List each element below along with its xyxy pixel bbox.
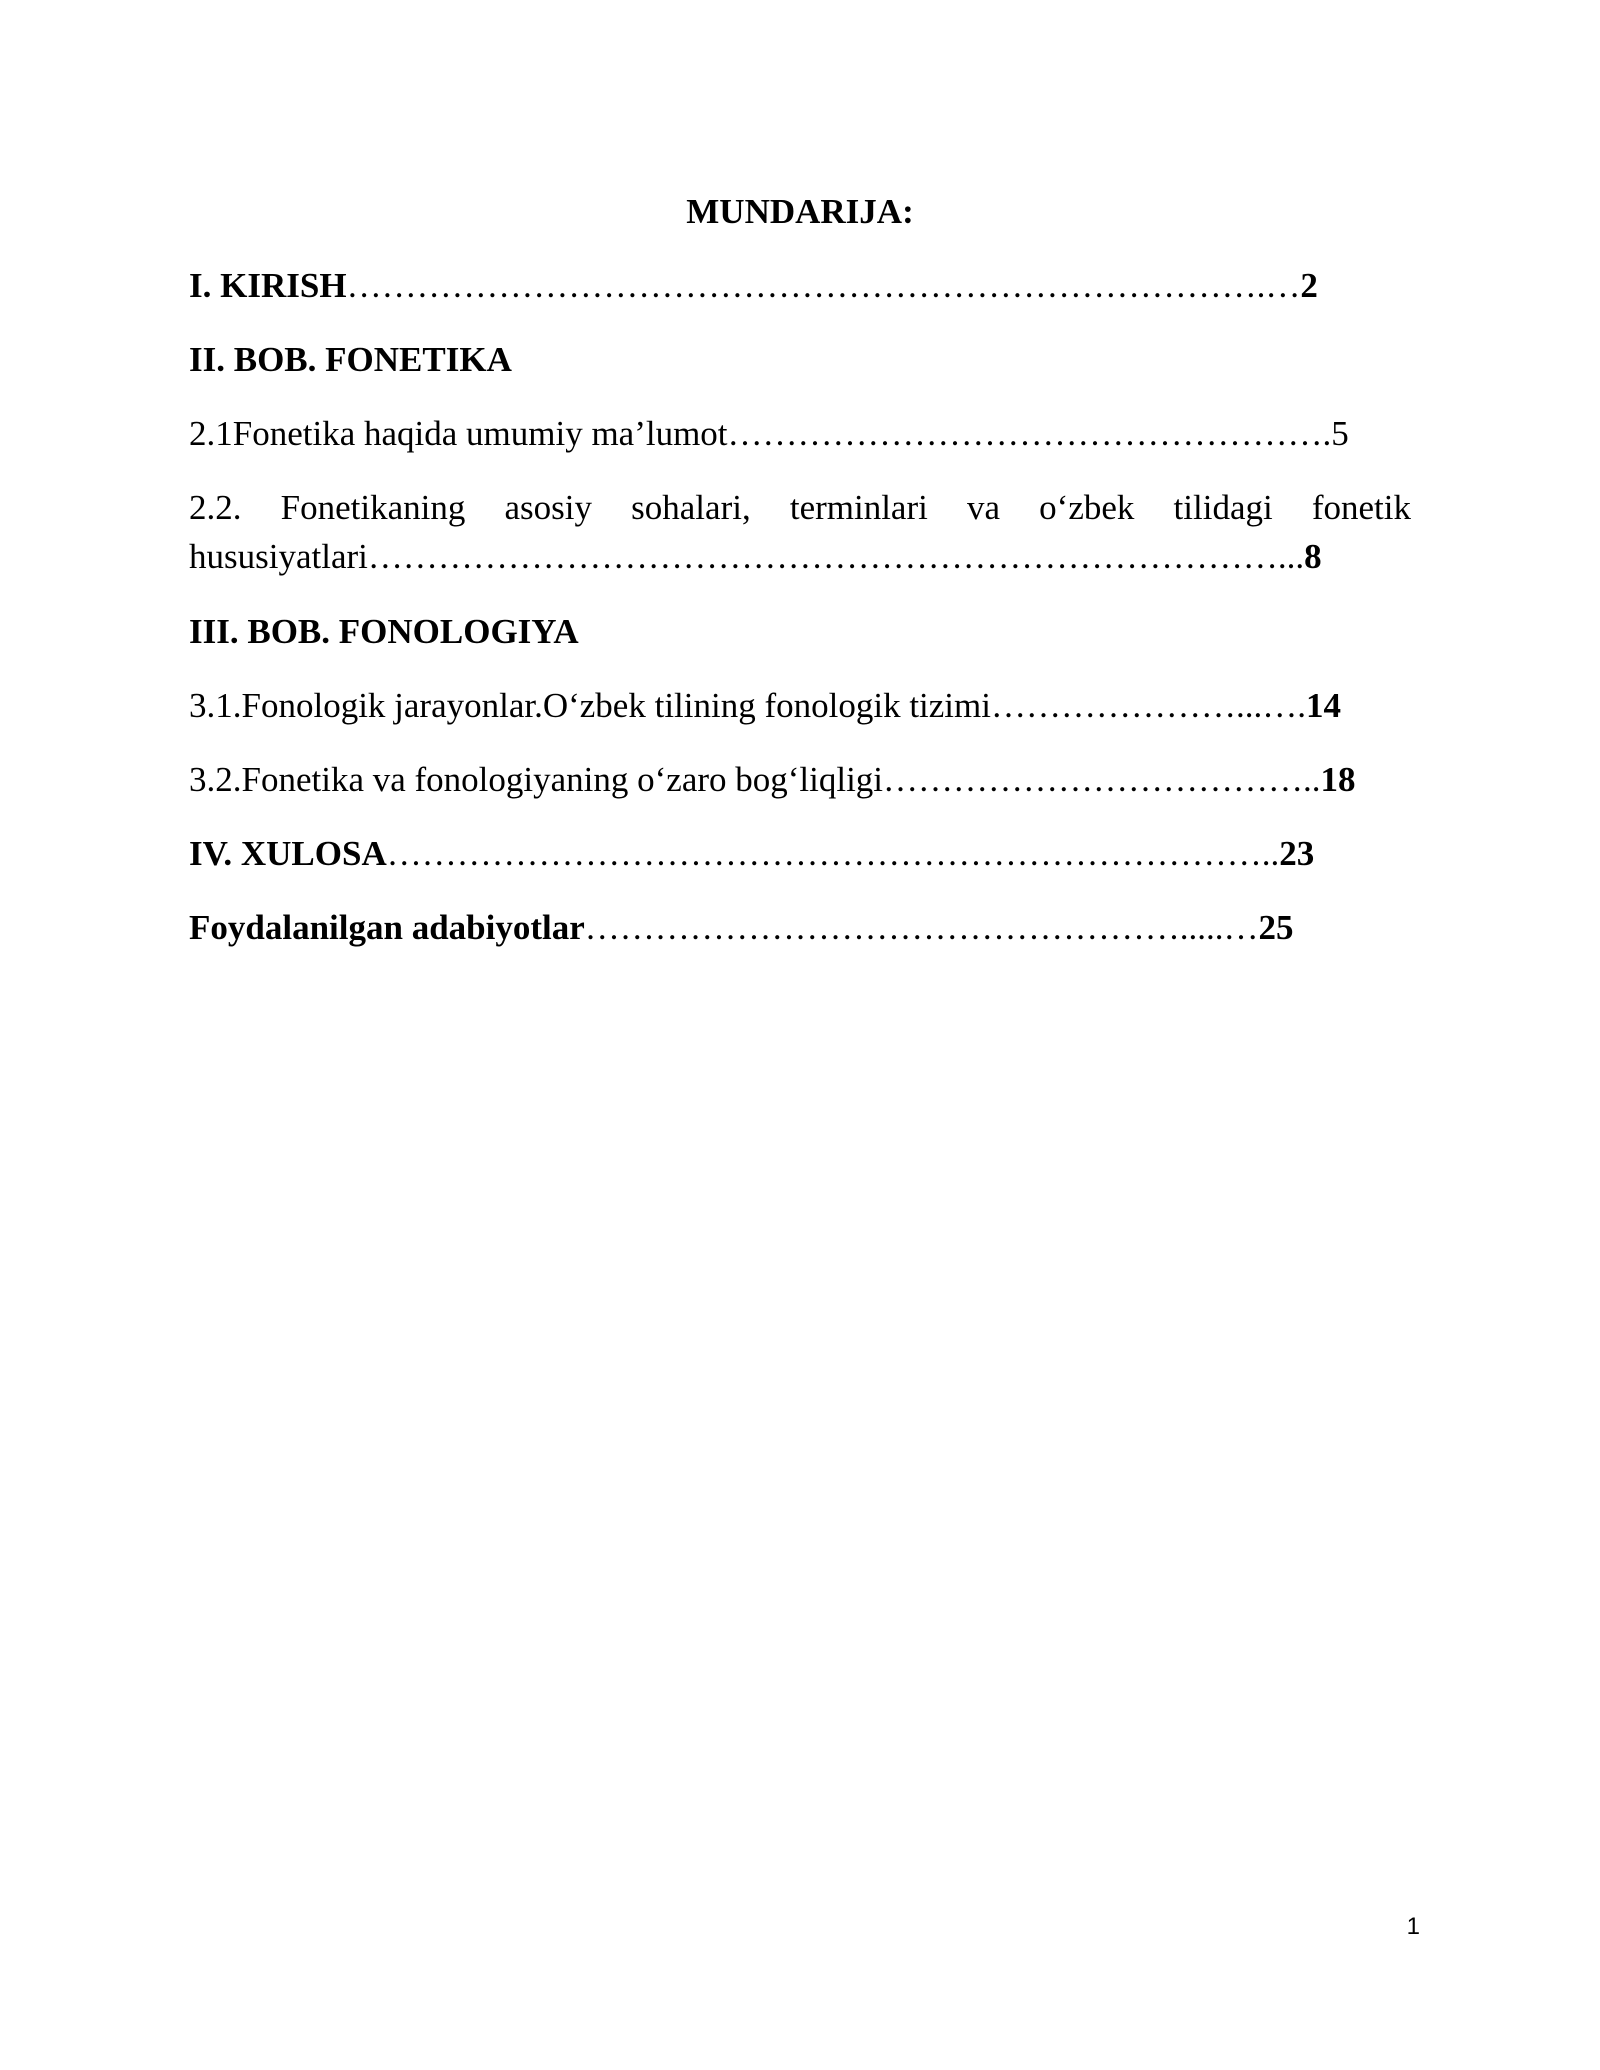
toc-entry-kirish (189, 264, 1411, 308)
toc-leader-dots: ……………………………………………………………………... (367, 537, 1305, 576)
toc-page-number: 8 (1304, 537, 1322, 576)
toc-leader-dots: …………………………………………….....… (584, 908, 1259, 947)
toc-entry-label: IV. XULOSA (189, 834, 387, 873)
toc-entry-xulosa (189, 832, 1411, 876)
toc-entry-label: I. KIRISH (189, 266, 347, 305)
toc-entry-label: 3.1.Fonologik jarayonlar.O‘zbek tilining fonologik tizimi (189, 686, 991, 725)
toc-entry-3-2 (189, 758, 1411, 802)
toc-entry-adabiyotlar (189, 906, 1411, 950)
toc-entry-label: hususiyatlari (189, 537, 368, 576)
toc-entry-label: Foydalanilgan adabiyotlar (189, 908, 585, 947)
toc-leader-dots: ……………………………….. (883, 760, 1321, 799)
page-number: 1 (1406, 1913, 1420, 1940)
toc-leader-dots: ……………………………………………. (727, 414, 1332, 453)
toc-leader-dots: …………………………………………………………………….… (346, 266, 1301, 305)
toc-title: MUNDARIJA: (686, 192, 914, 231)
toc-chapter-fonologiya: III. BOB. FONOLOGIYA (189, 612, 579, 651)
toc-page-number: 14 (1305, 686, 1341, 725)
toc-entry-3-1 (189, 684, 1411, 728)
toc-entry-2-1 (189, 412, 1411, 456)
toc-entry-label: 2.1Fonetika haqida umumiy ma’lumot (189, 414, 728, 453)
toc-leader-dots: ………………………………………………………………….. (386, 834, 1280, 873)
toc-page-number: 23 (1279, 834, 1315, 873)
toc-entry-label: 3.2.Fonetika va fonologiyaning o‘zaro bog‘liqligi (189, 760, 884, 799)
toc-leader-dots: …………………...…. (990, 686, 1306, 725)
toc-page-number: 25 (1258, 908, 1294, 947)
toc-page-number: 5 (1331, 414, 1349, 453)
toc-chapter-fonetika: II. BOB. FONETIKA (189, 340, 512, 379)
toc-entry-2-2-line1: 2.2. Fonetikaning asosiy sohalari, terminlari va o‘zbek tilidagi fonetik (189, 488, 1411, 527)
toc-entry-2-2-line2 (189, 535, 1411, 579)
toc-page-number: 2 (1300, 266, 1318, 305)
toc-page-number: 18 (1320, 760, 1356, 799)
